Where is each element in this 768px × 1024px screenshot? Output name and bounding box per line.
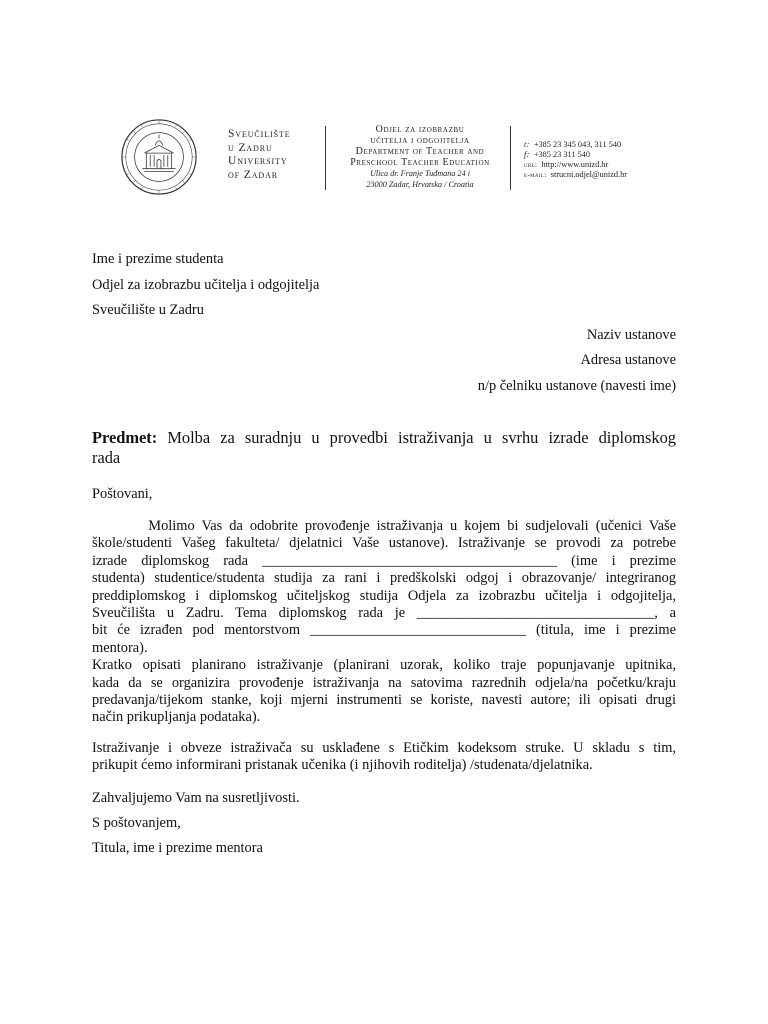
recipient-institution: Naziv ustanove [586,327,676,343]
paragraph-line: studenta) studentice/studenta studija za rani i predškolski odgoj i obrazovanje/ integriranog [92,570,676,587]
subject-text: Molba za suradnju u provedbi istraživanja u svrhu izrade diplomskog [167,428,676,447]
contact-value[interactable]: strucni.odjel@unizd.hr [550,170,628,179]
contact-url [524,160,627,170]
university-seal-icon [120,118,198,196]
paragraph-line: bit će izrađen pod mentorstvom ______________________________ (titula, ime i prezime [92,622,676,639]
divider [510,126,511,190]
paragraph-line: preddiplomskog i diplomskog učiteljskog studija Odjela za izobrazbu učitelja i odgojitelja, [92,587,676,604]
contact-phone [524,140,627,150]
recipient-attention: n/p čelniku ustanove (navesti ime) [477,378,676,394]
contact-key: t: [524,140,530,149]
ethics-paragraph [92,740,676,775]
contact-block [524,140,627,180]
university-name-line: of Zadar [228,168,278,181]
paragraph-line: kada da se organizira provođenje istraživanja na satovima razrednih odjela/na početku/kraju [92,674,676,691]
paragraph-line: predavanja/tijekom stanke, koji mjerni instrumenti se koriste, navesti autore; ili opisati drugi [92,692,676,709]
divider [325,126,326,190]
paragraph-line: izrade diplomskog rada _________________________________________ (ime i prezime [92,552,676,569]
contact-value[interactable]: http://www.unizd.hr [541,160,609,169]
paragraph-line: Istraživanje i obveze istraživača su usklađene s Etičkim kodeksom struke. U skladu s tim, [92,740,676,756]
subject-line [92,428,676,448]
subject-block [92,428,676,468]
paragraph-line: prikupit ćemo informirani pristanak učenika (i njihovih roditelja) /studenata/djelatnika. [92,757,593,774]
request-paragraph [92,518,676,727]
paragraph-line: škole/studenti Vašeg fakulteta/ djelatnici Vaše ustanove). Istraživanje se provodi za potrebe [92,535,676,552]
department-name-line: Odjel za izobrazbu [375,124,465,135]
sender-university: Sveučilište u Zadru [92,302,204,318]
department-block [340,124,500,190]
paragraph-line: mentora). [92,639,148,656]
paragraph-line: način prikupljanja podataka). [92,709,261,726]
sender-department: Odjel za izobrazbu učitelja i odgojitelja [92,277,320,293]
sender-name: Ime i prezime studenta [92,251,224,267]
department-name-line: učitelja i odgojitelja [370,135,470,146]
contact-email [524,170,627,180]
subject-label: Predmet: [92,428,158,447]
university-name-line: Sveučilište [228,128,291,140]
subject-line: rada [92,448,121,467]
university-name [228,128,291,182]
contact-key: url: [524,160,538,169]
department-address-line: 23000 Zadar, Hrvatska / Croatia [366,180,474,189]
contact-value: +385 23 345 043, 311 540 [533,140,622,149]
contact-key: e-mail: [524,170,547,179]
closing-thanks: Zahvaljujemo Vam na susretljivosti. [92,790,300,806]
university-name-line: u Zadru [228,141,273,154]
signature-line: Titula, ime i prezime mentora [92,840,263,856]
paragraph-line: Kratko opisati planirano istraživanje (planirani uzorak, koliko traje popunjavanje upitnika, [92,657,676,674]
contact-fax [524,150,627,160]
recipient-address: Adresa ustanove [580,352,676,368]
closing-regards: S poštovanjem, [92,815,181,831]
contact-key: f: [524,150,530,159]
letterhead [0,118,768,198]
contact-value: +385 23 311 540 [533,150,591,159]
department-name-line: Department of Teacher and [355,146,485,157]
department-name-line: Preschool Teacher Education [350,157,490,168]
paragraph-line: Sveučilišta u Zadru. Tema diplomskog rada je _________________________________, a [92,605,676,622]
paragraph-line: Molimo Vas da odobrite provođenje istraživanja u kojem bi sudjelovali (učenici Vaše [92,518,676,534]
university-name-line: University [228,155,288,168]
department-address-line: Ulica dr. Franje Tuđmana 24 i [369,169,471,178]
greeting: Poštovani, [92,486,153,502]
